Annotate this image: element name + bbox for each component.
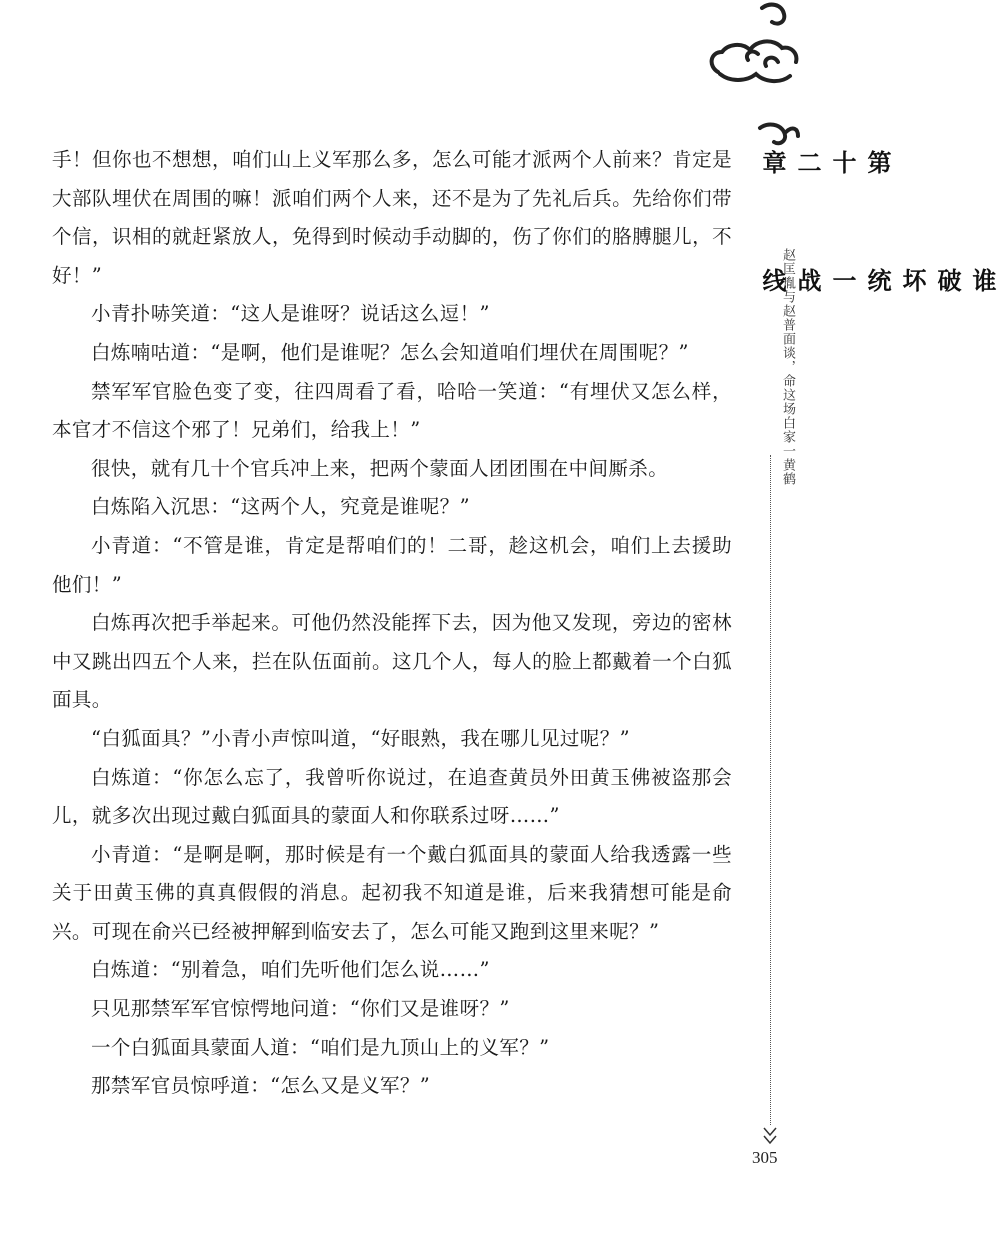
paragraph: 手！但你也不想想，咱们山上义军那么多，怎么可能才派两个人前来？肯定是大部队埋伏在周围的嘛！派咱们两个人来，还不是为了先礼后兵。先给你们带个信，识相的就赶紧放人，免得到时候动手动脚的，伤了你们的胳膊腿儿，不好！”	[52, 148, 732, 287]
paragraph: 一个白狐面具蒙面人道：“咱们是九顶山上的义军？”	[91, 1035, 550, 1059]
paragraph: 很快，就有几十个官兵冲上来，把两个蒙面人团团围在中间厮杀。	[91, 456, 669, 480]
paragraph: 小青道：“不管是谁，肯定是帮咱们的！二哥，趁这机会，咱们上去援助他们！”	[52, 533, 732, 596]
paragraph: “白狐面具？”小青小声惊叫道，“好眼熟，我在哪儿见过呢？”	[91, 726, 630, 750]
body-text	[52, 141, 732, 1106]
page-number: 305	[752, 1148, 778, 1167]
paragraph: 禁军军官脸色变了变，往四周看了看，哈哈一笑道：“有埋伏又怎么样，本官才不信这个邪了！兄弟们，给我上！”	[52, 379, 732, 442]
paragraph: 那禁军官员惊呼道：“怎么又是义军？”	[91, 1074, 431, 1098]
chapter-number: 第十二章	[758, 150, 891, 176]
chapter-subtitle: 赵匡胤与赵普面谈，命这场白家一黄鹤	[780, 248, 795, 486]
paragraph: 小青扑哧笑道：“这人是谁呀？说话这么逗！”	[91, 302, 490, 326]
paragraph: 小青道：“是啊是啊，那时候是有一个戴白狐面具的蒙面人给我透露一些关于田黄玉佛的真真假假的消息。起初我不知道是谁，后来我猜想可能是俞兴。可现在俞兴已经被押解到临安去了，怎么可能又跑到这里来呢？”	[52, 842, 732, 943]
paragraph: 只见那禁军军官惊愕地问道：“你们又是谁呀？”	[91, 997, 510, 1021]
paragraph: 白炼陷入沉思：“这两个人，究竟是谁呢？”	[91, 495, 470, 519]
paragraph: 白炼道：“你怎么忘了，我曾听你说过，在追查黄员外田黄玉佛被盗那会儿，就多次出现过戴白狐面具的蒙面人和你联系过呀……”	[52, 765, 732, 828]
paragraph: 白炼再次把手举起来。可他仍然没能挥下去，因为他又发现，旁边的密林中又跳出四五个人来，拦在队伍面前。这几个人，每人的脸上都戴着一个白狐面具。	[52, 611, 732, 712]
chevron-down-icon	[760, 1126, 780, 1150]
chapter-title: 谁破坏统一战线	[758, 268, 996, 294]
paragraph: 白炼道：“别着急，咱们先听他们怎么说……”	[91, 958, 490, 982]
dotted-divider	[770, 455, 771, 1125]
paragraph: 白炼喃咕道：“是啊，他们是谁呢？怎么会知道咱们埋伏在周围呢？”	[91, 340, 689, 364]
